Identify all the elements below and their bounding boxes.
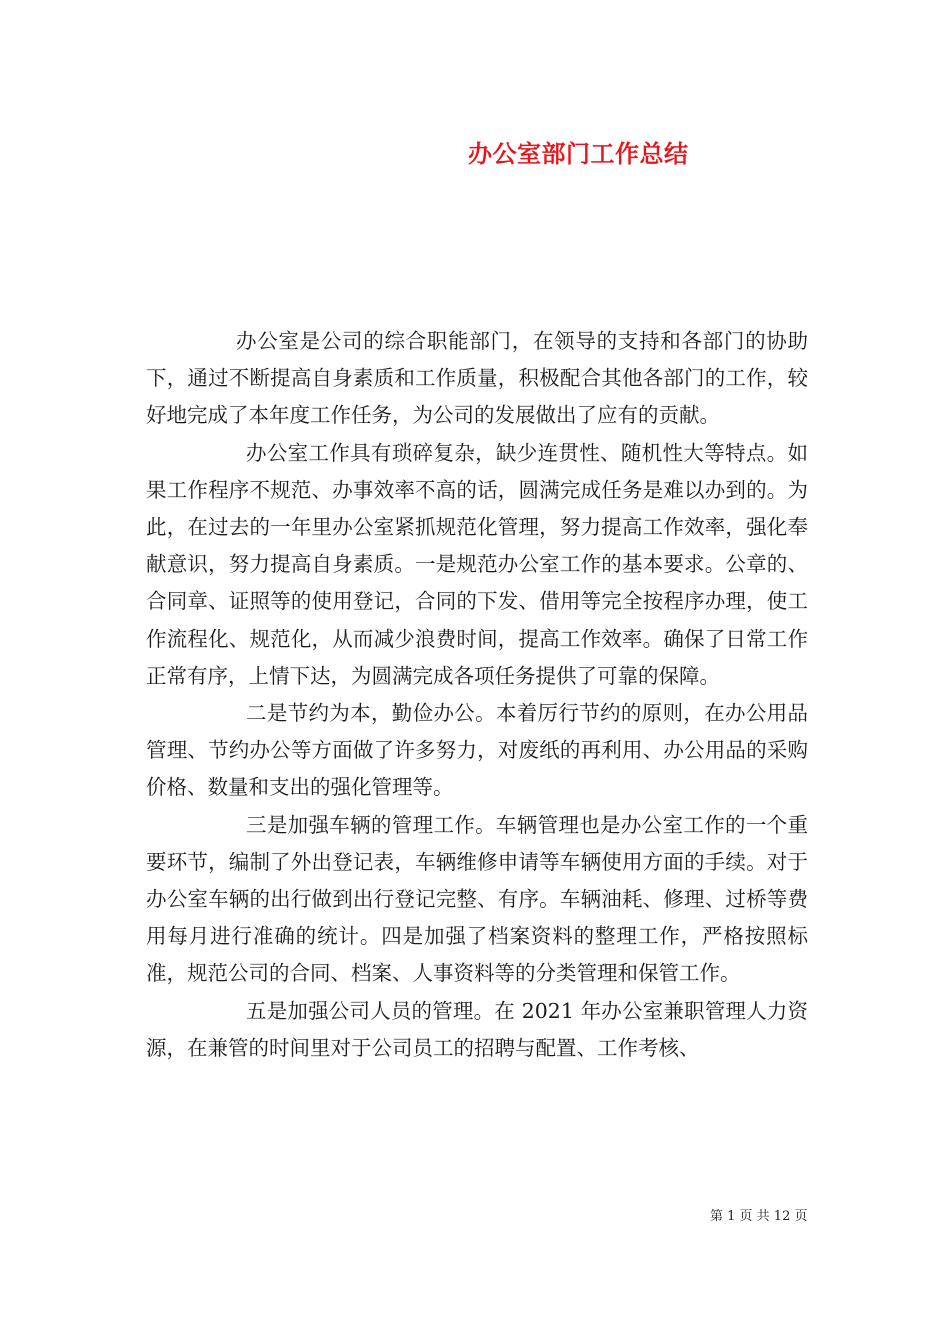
paragraph-2: 办公室工作具有琐碎复杂，缺少连贯性、随机性大等特点。如果工作程序不规范、办事效率不高的话，圆满完成任务是难以办到的。为此，在过去的一年里办公室紧抓规范化管理，努力提高工作效率，强化奉献意识，努力提高自身素质。一是规范办公室工作的基本要求。公章的、合同章、证照等的使用登记，合同的下发、借用等完全按程序办理，使工作流程化、规范化，从而减少浪费时间，提高工作效率。确保了日常工作正常有序，上情下达，为圆满完成各项任务提供了可靠的保障。 [146,440,808,688]
paragraph-3: 二是节约为本，勤俭办公。本着厉行节约的原则，在办公用品管理、节约办公等方面做了许多努力，对废纸的再利用、办公用品的采购价格、数量和支出的强化管理等。 [146,701,808,800]
document-title: 办公室部门工作总结 [468,139,689,168]
paragraph-1: 办公室是公司的综合职能部门，在领导的支持和各部门的协助下，通过不断提高自身素质和工作质量，积极配合其他各部门的工作，较好地完成了本年度工作任务，为公司的发展做出了应有的贡献。 [146,329,808,428]
page-number-footer: 第 1 页 共 12 页 [710,1209,808,1224]
document-body [146,323,808,1067]
paragraph-4: 三是加强车辆的管理工作。车辆管理也是办公室工作的一个重要环节，编制了外出登记表，车辆维修申请等车辆使用方面的手续。对于办公室车辆的出行做到出行登记完整、有序。车辆油耗、修理、过桥等费用每月进行准确的统计。四是加强了档案资料的整理工作，严格按照标准，规范公司的合同、档案、人事资料等的分类管理和保管工作。 [146,812,808,986]
paragraph-5: 五是加强公司人员的管理。在 2021 年办公室兼职管理人力资源，在兼管的时间里对于公司员工的招聘与配置、工作考核、 [146,998,808,1060]
